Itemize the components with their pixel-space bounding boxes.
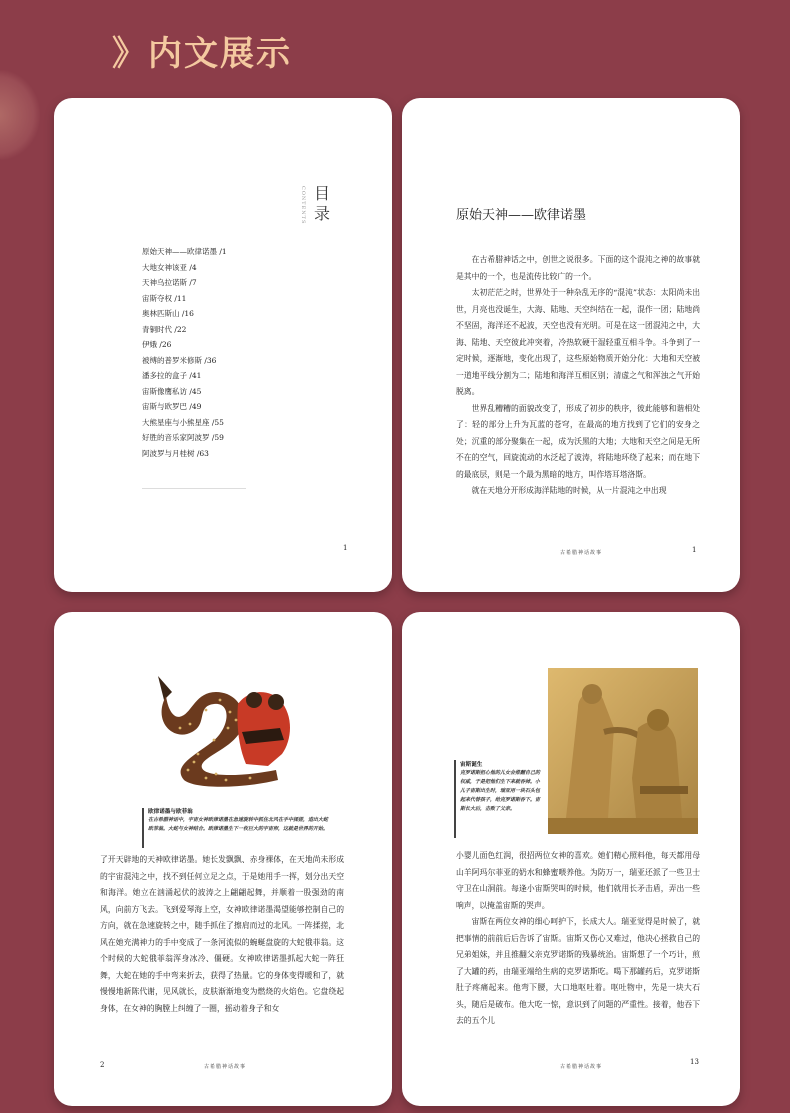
page-chapter-opening bbox=[402, 98, 740, 592]
paragraph: 太初茫茫之时，世界处于一种杂乱无序的“混沌”状态：太阳尚未出世，月亮也没诞生，大海、陆地、天空纠结在一起，混作一团；陆地尚不坚固，海洋还不起波，天空也没有光明。可是在这一团混沌之中，大海、陆地、天空彼此冲突着，冷热软硬干湿轻重互相斗争。斗争到了一定时候，逐渐地，变化出现了，这些原始物质开始分化：大地和天空被一道地平线分割为二；陆地和海洋互相区别；清虚之气和浑浊之气开始脱离。 bbox=[456, 288, 700, 396]
caption-title: 宙斯诞生 bbox=[460, 762, 483, 768]
paragraph: 在古希腊神话之中，创世之说很多。下面的这个混沌之神的故事就是其中的一个，也是流传比较广的一个。 bbox=[456, 255, 700, 281]
toc-divider bbox=[142, 488, 246, 489]
page-number: 1 bbox=[343, 544, 348, 552]
zeus-birth-relief-illustration bbox=[548, 668, 698, 834]
page-number: 1 bbox=[692, 546, 697, 554]
toc-list bbox=[142, 244, 227, 461]
decorative-leaf bbox=[0, 70, 40, 160]
page-footer: 古希腊神话故事 bbox=[204, 1064, 247, 1070]
caption-bar bbox=[454, 760, 456, 838]
chapter-title: 原始天神——欧律诺墨 bbox=[456, 208, 587, 223]
page-toc bbox=[54, 98, 392, 592]
toc-item: 被缚的普罗米修斯 /36 bbox=[142, 355, 217, 365]
toc-item: 潘多拉的盒子 /41 bbox=[142, 371, 202, 380]
toc-item: 阿波罗与月桂树 /63 bbox=[142, 448, 209, 458]
paragraph: 小婴儿面色红润，很招两位女神的喜欢。她们精心照料他，每天都用母山羊阿玛尔菲亚的奶水和蜂蜜喂养他。为防万一，瑞亚还派了一些卫士守卫在山洞前。每逢小宙斯哭叫的时候，他们就用长矛击盾，弄出一些响声，以掩盖宙斯的哭声。 bbox=[456, 851, 700, 910]
page-footer: 古希腊神话故事 bbox=[560, 1064, 603, 1070]
caption-text: 在古希腊神话中，宇宙女神欧律诺墨在急速旋转中抓住北风在手中揉搓，造出大蛇欧菲翁。大蛇与女神结合。欧律诺墨生下一枚巨大的宇宙卵，这就是世界的开始。 bbox=[148, 817, 329, 832]
page-body bbox=[456, 848, 700, 1030]
page-number: 13 bbox=[690, 1058, 699, 1066]
toc-subtitle: CONTENTS bbox=[300, 186, 306, 225]
paragraph: 了开天辟地的天神欧律诺墨。她长发飘飘、赤身裸体，在天地尚未形成的宇宙混沌之中，找不到任何立足之点，于是她用手一挥，划分出天空和海洋。她立在汹涌起伏的波涛之上翩翩起舞，并顺着一股强劲的南风，向前方飞去。飞到爱琴海上空，女神欧律诺墨渴望能够控制自己的方向，就在急速旋转之中，随手抓住了擦肩而过的北风。一阵揉搓，北风在她充满神力的手中变成了一条河流似的蜿蜒盘旋的大蛇俄菲翁。这个时候的大蛇俄菲翁浑身冰冷、僵硬。女神欧律诺墨抓起大蛇一阵狂舞，大蛇在她的手中弯来折去，获得了热量。它的身体变得暖和了，就慢慢地新陈代谢，见风就长，皮肤渐渐地变为燃烧的火焰色。它盘绕起身体，在女神的胸膛上纠缠了一圈，摇动着身子和女 bbox=[100, 855, 344, 1013]
page-footer: 古希腊神话故事 bbox=[560, 550, 603, 556]
paragraph: 世界乱糟糟的面貌改变了，形成了初步的秩序，彼此能够和谐相处了：轻的部分上升为瓦蓝的苍穹，在最高的地方找到了它们的安身之处；沉重的部分聚集在一起，成为沃黑的大地；大地和天空之间是无所不在的空气，回旋流动的水泛起了波涛，将陆地环绕了起来；而在地下的最底层，则是一个最为黑暗的地方，叫作塔耳塔洛斯。 bbox=[456, 403, 700, 479]
toc-item: 天神乌拉诺斯 /7 bbox=[142, 278, 197, 287]
toc-item: 宙斯与欧罗巴 /49 bbox=[142, 402, 202, 411]
page-illustration-serpent bbox=[54, 612, 392, 1106]
toc-item: 宙斯夺权 /11 bbox=[142, 293, 187, 303]
page-number: 2 bbox=[100, 1061, 105, 1069]
section-title: 》内文展示 bbox=[112, 34, 292, 74]
page-illustration-zeus bbox=[402, 612, 740, 1106]
toc-item: 原始天神——欧律诺墨 /1 bbox=[142, 247, 227, 256]
caption-bar bbox=[142, 808, 144, 848]
toc-item: 伊娥 /26 bbox=[142, 340, 172, 349]
toc-item: 奥林匹斯山 /16 bbox=[142, 309, 194, 318]
toc-item: 大熊星座与小熊星座 /55 bbox=[142, 417, 224, 427]
toc-item: 宙斯像鹰私访 /45 bbox=[142, 386, 202, 396]
caption-title: 欧律诺墨与欧菲翁 bbox=[148, 809, 193, 815]
toc-item: 大地女神该亚 /4 bbox=[142, 262, 197, 272]
serpent-goddess-illustration bbox=[150, 670, 300, 794]
toc-item: 好胜的音乐家阿波罗 /59 bbox=[142, 433, 224, 442]
toc-item: 青铜时代 /22 bbox=[142, 324, 187, 334]
caption-text: 克罗诺斯担心他的儿女会推翻自己的权威，于是把他们生下来就吞掉。小儿子宙斯出生时，瑞亚用一块石头包起来代替孩子，给克罗诺斯吞下。宙斯长大后，击败了父亲。 bbox=[460, 770, 541, 812]
page-body bbox=[100, 852, 344, 1017]
paragraph: 就在天地分开形成海洋陆地的时候，从一片混沌之中出现 bbox=[471, 486, 667, 495]
chapter-body bbox=[456, 252, 700, 500]
toc-title: 目录 bbox=[314, 184, 331, 223]
paragraph: 宙斯在两位女神的细心呵护下，长成大人。瑞亚觉得是时候了，就把事情的前前后后告诉了宙斯。宙斯又伤心又难过，他决心拯救自己的兄弟姐妹，并且推翻父亲克罗诺斯的残暴统治。宙斯想了一个巧计，煎了大罐的药，由瑞亚端给生病的克罗诺斯吃。喝下那罐药后，克罗诺斯肚子疼痛起来。他弯下腰，大口地呕吐着。呕吐物中，先是一块大石头，随后是破布。他大吃一惊，意识到了问题的严重性。接着，他吞下去的五个儿 bbox=[456, 917, 700, 1025]
